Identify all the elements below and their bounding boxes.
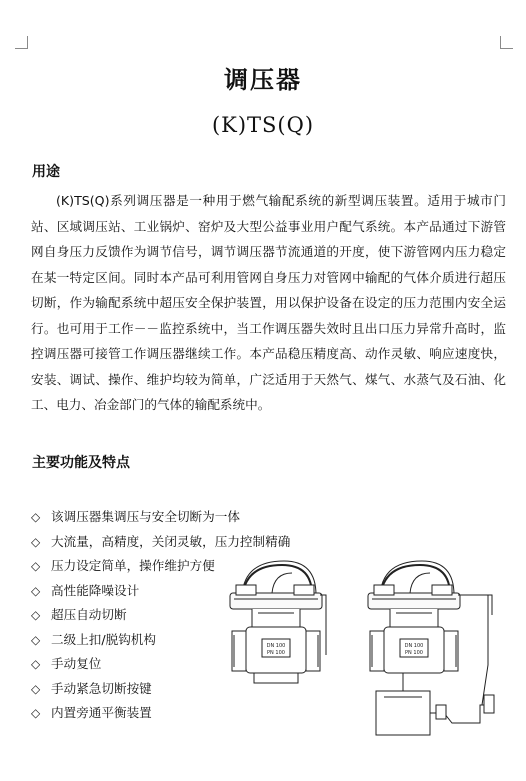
- valve-plate-sublabel-left: PN 100: [267, 650, 285, 656]
- valve-plate-sublabel-right: PN 100: [405, 650, 423, 656]
- regulator-left: [230, 561, 326, 683]
- feature-text: 手动复位: [51, 656, 102, 671]
- valve-plate-label-left: DN 100: [266, 643, 286, 649]
- crop-mark-top-right: [500, 36, 513, 49]
- diamond-bullet-icon: ◇: [31, 559, 41, 573]
- diamond-bullet-icon: ◇: [31, 706, 41, 720]
- diamond-bullet-icon: ◇: [31, 608, 41, 622]
- features-heading: 主要功能及特点: [32, 455, 130, 471]
- diamond-bullet-icon: ◇: [31, 632, 41, 647]
- diamond-bullet-icon: ◇: [31, 510, 41, 524]
- crop-mark-top-left: [15, 36, 28, 49]
- usage-heading: 用途: [32, 164, 60, 180]
- feature-text: 手动紧急切断按键: [51, 680, 152, 696]
- feature-text: 大流量，高精度，关闭灵敏，压力控制精确: [51, 533, 291, 549]
- feature-text: 内置旁通平衡装置: [51, 705, 152, 720]
- regulator-illustration: [212, 555, 507, 755]
- feature-text: 压力设定简单，操作维护方便: [51, 558, 215, 573]
- valve-plate-label-right: DN 100: [404, 643, 424, 649]
- model-number: (K)TS(Q): [211, 113, 315, 137]
- feature-text: 超压自动切断: [51, 607, 127, 622]
- regulator-right: [368, 561, 494, 735]
- list-item: [31, 530, 290, 555]
- diamond-bullet-icon: ◇: [31, 681, 41, 696]
- usage-paragraph: (K)TS(Q)系列调压器是一种用于燃气输配系统的新型调压装置。适用于城市门站、区域调压站、工业锅炉、窑炉及大型公益事业用户配气系统。本产品通过下游管网自身压力反馈作为调节信号，调节调压器节流通道的开度，使下游管网内压力稳定在某一特定区间。同时本产品可利用管网自身压力对管网中输配的气体介质进行超压切断，作为输配系统中超压安全保护装置，用以保护设备在设定的压力范围内安全运行。也可用于工作－－监控系统中，当工作调压器失效时且出口压力异常升高时，监控调压器可接管工作调压器继续工作。本产品稳压精度高、动作灵敏、响应速度快，安装、调试、操作、维护均较为简单，广泛适用于天然气、煤气、水蒸气及石油、化工、电力、冶金部门的气体的输配系统中。: [31, 193, 506, 412]
- diamond-bullet-icon: ◇: [31, 534, 41, 549]
- document-title: 调压器: [224, 65, 302, 94]
- feature-text: 该调压器集调压与安全切断为一体: [51, 509, 240, 524]
- feature-text: 二级上扣/脱钩机构: [51, 631, 156, 647]
- diamond-bullet-icon: ◇: [31, 583, 41, 598]
- diamond-bullet-icon: ◇: [31, 657, 41, 671]
- list-item: [31, 505, 290, 530]
- feature-text: 高性能降噪设计: [51, 582, 140, 598]
